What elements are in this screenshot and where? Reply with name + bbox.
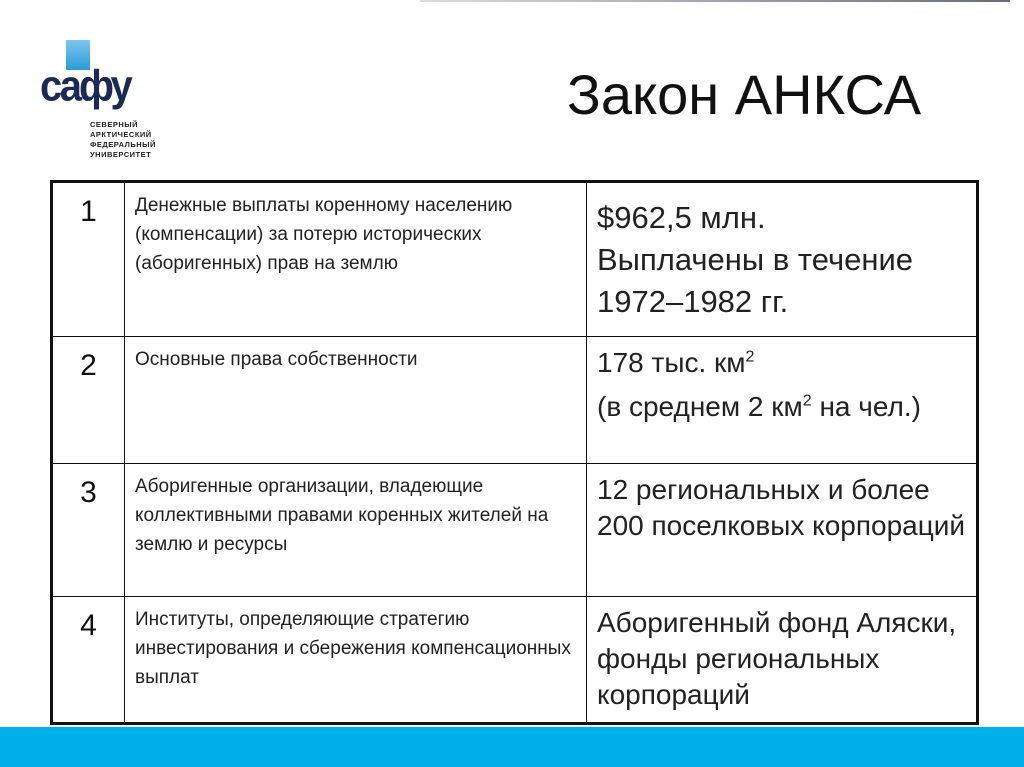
row-description: Аборигенные организации, владеющие коллективными правами коренных жителей на землю и ресурсы: [125, 464, 587, 597]
table-row: [52, 597, 978, 724]
superscript: 2: [802, 392, 812, 410]
row-number: 3: [52, 464, 125, 597]
table-row: [52, 337, 978, 464]
logo-line: СЕВЕРНЫЙ: [90, 120, 138, 129]
row-number: 2: [52, 337, 125, 464]
row-number: 4: [52, 597, 125, 724]
value-line: [597, 389, 966, 425]
value-text: (в среднем 2 км: [597, 391, 803, 422]
row-value: [587, 182, 978, 337]
table-row: [52, 464, 978, 597]
superscript: 2: [745, 348, 755, 366]
university-logo: [38, 38, 156, 178]
footer-accent-bar: [0, 727, 1024, 767]
row-description: Институты, определяющие стратегию инвестирования и сбережения компенсационных выплат: [125, 597, 587, 724]
value-text: 178 тыс. км: [597, 347, 746, 378]
value-line: $962,5 млн.: [597, 200, 766, 235]
value-line: 1972–1982 гг.: [597, 284, 789, 319]
row-number: 1: [52, 182, 125, 337]
logo-line: УНИВЕРСИТЕТ: [90, 150, 152, 159]
table-row: [52, 182, 978, 337]
logo-line: АРКТИЧЕСКИЙ: [90, 130, 152, 139]
value-line: [597, 345, 966, 381]
logo-line: ФЕДЕРАЛЬНЫЙ: [90, 140, 156, 149]
logo-subtitle: [90, 120, 156, 160]
top-divider: [420, 0, 1010, 2]
logo-word: сафу: [40, 61, 130, 111]
row-value: 12 региональных и более 200 поселковых корпораций: [587, 464, 978, 597]
row-description: Основные права собственности: [125, 337, 587, 464]
slide-title: Закон АНКСА: [567, 63, 922, 126]
row-description: Денежные выплаты коренному населению (компенсации) за потерю исторических (аборигенных) прав на землю: [125, 182, 587, 337]
value-line: Выплачены в течение: [597, 242, 914, 277]
row-value: Аборигенный фонд Аляски, фонды региональных корпораций: [587, 597, 978, 724]
ancsa-table: [50, 180, 979, 725]
row-value: [587, 337, 978, 464]
value-text: на чел.): [811, 391, 921, 422]
